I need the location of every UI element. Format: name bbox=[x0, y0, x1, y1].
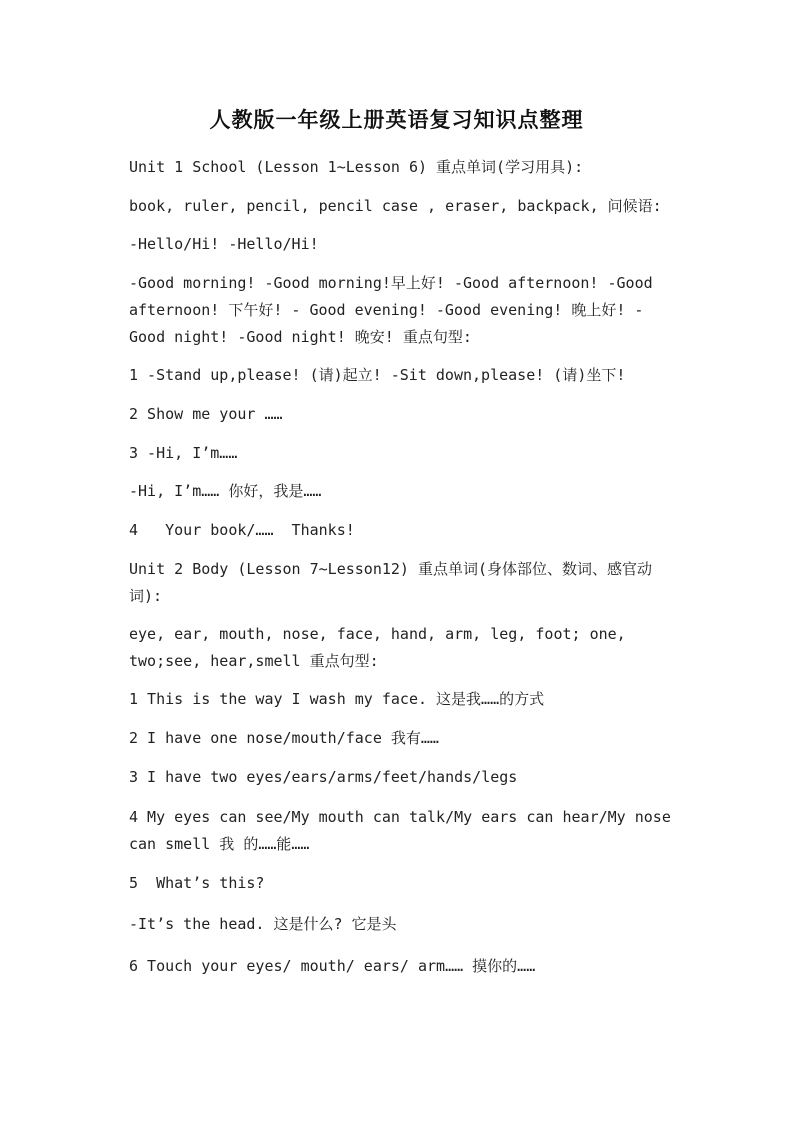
greeting-times-of-day: -Good morning! -Good morning!早上好! -Good afternoon! -Good afternoon! 下午好! - Good evening! -Good evening! 晚上好! - Good night! -Good night! 晚安! 重点句型: bbox=[129, 274, 662, 346]
unit2-sentence-1: 1 This is the way I wash my face. 这是我……的方式 bbox=[129, 690, 545, 708]
unit2-sentence-6: 6 Touch your eyes/ mouth/ ears/ arm…… 摸你的…… bbox=[129, 957, 536, 975]
unit2-sentence-4: 4 My eyes can see/My mouth can talk/My ears can hear/My nose can smell 我 的……能…… bbox=[129, 808, 680, 853]
greeting-hello: -Hello/Hi! -Hello/Hi! bbox=[129, 235, 319, 253]
unit2-heading: Unit 2 Body (Lesson 7~Lesson12) 重点单词(身体部位、数词、感官动词): bbox=[129, 560, 653, 605]
unit2-sentence-2: 2 I have one nose/mouth/face 我有…… bbox=[129, 729, 439, 747]
unit2-sentence-3: 3 I have two eyes/ears/arms/feet/hands/legs bbox=[129, 768, 518, 786]
sentence-3-reply: -Hi, I’m…… 你好，我是…… bbox=[129, 482, 322, 500]
unit2-sentence-5: 5 What’s this? bbox=[129, 874, 265, 892]
unit1-vocabulary: book, ruler, pencil, pencil case , eraser, backpack, 问候语: bbox=[129, 197, 662, 215]
sentence-4-your-book: 4 Your book/…… Thanks! bbox=[129, 521, 355, 539]
sentence-2-show-me: 2 Show me your …… bbox=[129, 405, 283, 423]
unit1-heading: Unit 1 School (Lesson 1~Lesson 6) 重点单词(学习用具): bbox=[129, 158, 584, 176]
unit2-sentence-5-reply: -It’s the head. 这是什么? 它是头 bbox=[129, 915, 397, 933]
sentence-1-stand-up: 1 -Stand up,please! (请)起立! -Sit down,please! (请)坐下! bbox=[129, 366, 626, 384]
unit2-vocabulary: eye, ear, mouth, nose, face, hand, arm, leg, foot; one, two;see, hear,smell 重点句型: bbox=[129, 625, 635, 670]
page-title: 人教版一年级上册英语复习知识点整理 bbox=[209, 108, 584, 132]
sentence-3-hi-im: 3 -Hi, I’m…… bbox=[129, 444, 238, 462]
